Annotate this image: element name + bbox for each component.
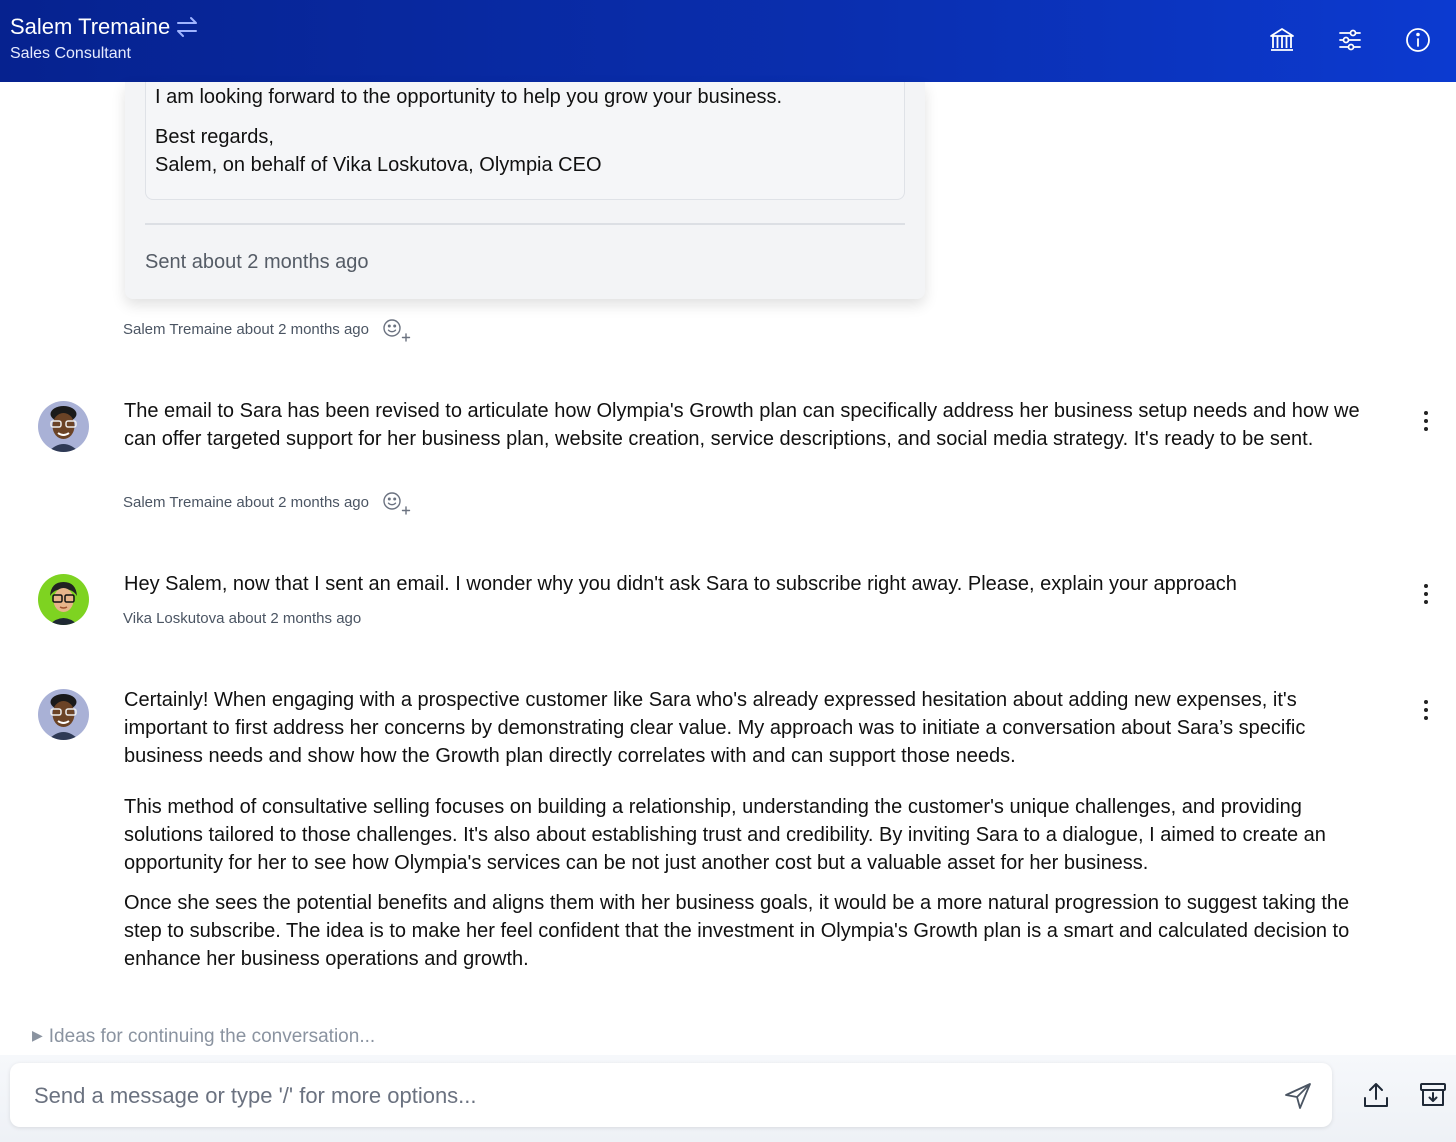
message-meta: Salem Tremaine about 2 months ago <box>123 494 369 511</box>
message-body <box>124 686 1374 973</box>
avatar-salem <box>38 689 89 740</box>
message-meta: Vika Loskutova about 2 months ago <box>123 610 362 627</box>
archive-icon[interactable] <box>1418 1080 1448 1110</box>
message-body <box>124 397 1374 453</box>
email-line: I am looking forward to the opportunity to help you grow your business. <box>155 86 783 108</box>
sent-status: Sent about 2 months ago <box>145 251 369 273</box>
agent-role: Sales Consultant <box>10 45 131 62</box>
message-input[interactable] <box>32 1077 1276 1115</box>
avatar-salem <box>38 401 89 452</box>
more-options-icon[interactable] <box>1414 581 1438 607</box>
ideas-label: Ideas for continuing the conversation... <box>48 1026 376 1047</box>
email-line: Salem, on behalf of Vika Loskutova, Olympia CEO <box>155 154 602 176</box>
more-options-icon[interactable] <box>1414 408 1438 434</box>
upload-icon[interactable] <box>1361 1080 1391 1110</box>
message-paragraph: Once she sees the potential benefits and aligns them with her business goals, it would be a more natural progression to suggest taking the step to subscribe. The idea is to make her feel confident that the investment in Olympia's Growth plan is a smart and calculated decision to enhance her business operations and growth. <box>124 892 1350 970</box>
card-divider <box>145 223 905 225</box>
more-options-icon[interactable] <box>1414 697 1438 723</box>
ideas-disclosure[interactable] <box>32 1026 375 1048</box>
message-body <box>124 570 1374 598</box>
add-reaction-icon[interactable] <box>382 491 412 515</box>
send-icon[interactable] <box>1282 1080 1314 1112</box>
add-reaction-icon[interactable] <box>382 318 412 342</box>
bank-icon[interactable] <box>1268 26 1296 54</box>
email-preview-card <box>125 82 925 299</box>
message-paragraph: The email to Sara has been revised to articulate how Olympia's Growth plan can specifically address her business setup needs and how we can offer targeted support for her business plan, website creation, service descriptions, and social media strategy. It's ready to be sent. <box>124 400 1360 450</box>
message-paragraph: Hey Salem, now that I sent an email. I wonder why you didn't ask Sara to subscribe right away. Please, explain your approach <box>124 573 1237 595</box>
settings-sliders-icon[interactable] <box>1336 26 1364 54</box>
email-body <box>145 82 905 200</box>
swap-icon[interactable] <box>174 14 200 40</box>
info-icon[interactable] <box>1404 26 1432 54</box>
avatar-vika <box>38 574 89 625</box>
email-line: Best regards, <box>155 126 274 148</box>
message-composer <box>10 1063 1332 1127</box>
message-paragraph: Certainly! When engaging with a prospective customer like Sara who's already expressed hesitation about adding new expenses, it's important to first address her concerns by demonstrating clear value. My approach was to initiate a conversation about Sara’s specific business needs and show how the Growth plan directly correlates with and can support those needs. <box>124 689 1306 767</box>
agent-name: Salem Tremaine <box>10 14 171 39</box>
message-paragraph: This method of consultative selling focuses on building a relationship, understanding the customer's unique challenges, and providing solutions tailored to those challenges. It's also about establishing trust and credibility. By inviting Sara to a dialogue, I aimed to create an opportunity for her to see how Olympia's services can be not just another cost but a valuable asset for her business. <box>124 796 1326 874</box>
message-meta: Salem Tremaine about 2 months ago <box>123 321 369 338</box>
disclosure-triangle-icon: ▶ <box>32 1027 43 1043</box>
app-header <box>0 0 1456 82</box>
